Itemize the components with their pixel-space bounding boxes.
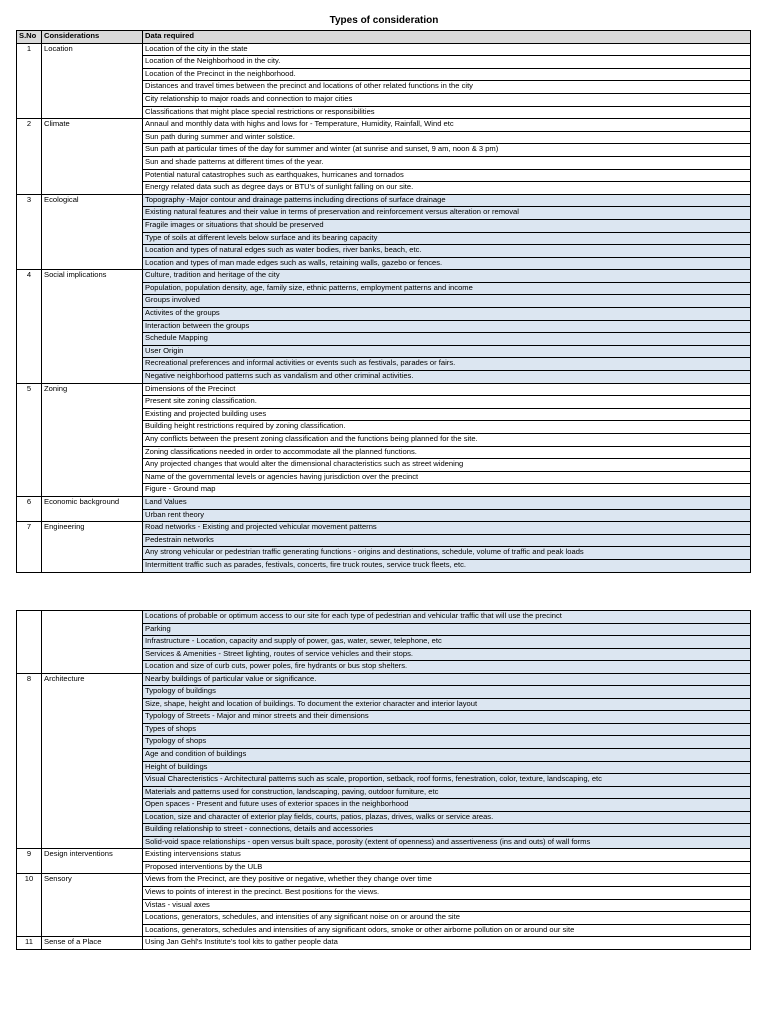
data-required-cell: Visual Charecteristics - Architectural patterns such as scale, proportion, setback, roof forms, fenestration, color, texture, landscaping, etc: [143, 774, 751, 787]
table-row: [17, 496, 751, 509]
serial-number-cell: 4: [17, 270, 42, 383]
data-required-cell: Vistas - visual axes: [143, 899, 751, 912]
data-required-cell: Present site zoning classification.: [143, 396, 751, 409]
serial-number-cell: [17, 611, 42, 674]
data-required-cell: Location and size of curb cuts, power poles, fire hydrants or bus stop shelters.: [143, 661, 751, 674]
serial-number-cell: 1: [17, 43, 42, 119]
data-required-cell: Pedestrain networks: [143, 534, 751, 547]
consideration-cell: Design interventions: [42, 849, 143, 874]
data-required-cell: Culture, tradition and heritage of the city: [143, 270, 751, 283]
data-required-cell: Annaul and monthly data with highs and lows for - Temperature, Humidity, Rainfall, Wind etc: [143, 119, 751, 132]
table-row: [17, 119, 751, 132]
serial-number-cell: 7: [17, 522, 42, 572]
data-required-cell: Typology of shops: [143, 736, 751, 749]
data-required-cell: Dimensions of the Precinct: [143, 383, 751, 396]
table-row: [17, 383, 751, 396]
data-required-cell: Age and condition of buildings: [143, 749, 751, 762]
table-row: [17, 194, 751, 207]
data-required-cell: Using Jan Gehl's Institute's tool kits to gather people data: [143, 937, 751, 950]
data-required-cell: Size, shape, height and location of buildings. To document the exterior character and interior layout: [143, 698, 751, 711]
data-required-cell: Locations, generators, schedules and intensities of any significant odors, smoke or other airborne pollution on or around our site: [143, 924, 751, 937]
page-title: Types of consideration: [329, 15, 439, 26]
data-required-cell: Location, size and character of exterior play fields, courts, patios, plazas, drives, walks or service areas.: [143, 811, 751, 824]
data-required-cell: Views from the Precinct, are they positive or negative, whether they change over time: [143, 874, 751, 887]
data-required-cell: Building relationship to street - connections, details and accessories: [143, 824, 751, 837]
data-required-cell: Sun path at particular times of the day for summer and winter (at sunrise and sunset, 9 am, noon & 3 pm): [143, 144, 751, 157]
table-row: [17, 611, 751, 624]
consideration-cell: Climate: [42, 119, 143, 195]
consideration-cell: Social implications: [42, 270, 143, 383]
table-row: [17, 43, 751, 56]
data-required-cell: Height of buildings: [143, 761, 751, 774]
consideration-cell: Architecture: [42, 673, 143, 849]
data-required-cell: Intermittent traffic such as parades, festivals, concerts, fire truck routes, service truck fleets, etc.: [143, 559, 751, 572]
consideration-cell: Sensory: [42, 874, 143, 937]
data-required-cell: Location of the city in the state: [143, 43, 751, 56]
serial-number-cell: 8: [17, 673, 42, 849]
data-required-cell: Locations of probable or optimum access to our site for each type of pedestrian and vehicular traffic that will use the precinct: [143, 611, 751, 624]
data-required-cell: Energy related data such as degree days or BTU's of sunlight falling on our site.: [143, 182, 751, 195]
data-required-cell: Building height restrictions required by zoning classification.: [143, 421, 751, 434]
data-required-cell: Recreational preferences and informal activities or events such as festivals, parades or fairs.: [143, 358, 751, 371]
data-required-cell: Any conflicts between the present zoning classification and the functions being planned for the site.: [143, 434, 751, 447]
data-required-cell: Location of the Precinct in the neighborhood.: [143, 68, 751, 81]
serial-number-cell: 2: [17, 119, 42, 195]
data-required-cell: Proposed interventions by the ULB: [143, 861, 751, 874]
data-required-cell: Infrastructure - Location, capacity and supply of power, gas, water, sewer, telephone, etc: [143, 636, 751, 649]
data-required-cell: Classifications that might place special restrictions or responsibilities: [143, 106, 751, 119]
serial-number-cell: 11: [17, 937, 42, 950]
table-row: [17, 673, 751, 686]
header-considerations: Considerations: [42, 31, 143, 44]
serial-number-cell: 9: [17, 849, 42, 874]
data-required-cell: Interaction between the groups: [143, 320, 751, 333]
data-required-cell: Fragile images or situations that should be preserved: [143, 219, 751, 232]
consideration-cell: Engineering: [42, 522, 143, 572]
data-required-cell: Zoning classifications needed in order to accommodate all the planned functions.: [143, 446, 751, 459]
data-required-cell: Negative neighborhood patterns such as vandalism and other criminal activities.: [143, 371, 751, 384]
data-required-cell: Materials and patterns used for construction, landscaping, paving, outdoor furniture, etc: [143, 786, 751, 799]
data-required-cell: Land Values: [143, 496, 751, 509]
considerations-table-part-2: [16, 610, 751, 950]
data-required-cell: Potential natural catastrophes such as earthquakes, hurricanes and tornados: [143, 169, 751, 182]
serial-number-cell: 5: [17, 383, 42, 496]
data-required-cell: Existing and projected building uses: [143, 408, 751, 421]
serial-number-cell: 10: [17, 874, 42, 937]
header-data-required: Data required: [143, 31, 751, 44]
header-sno: S.No: [17, 31, 42, 44]
data-required-cell: Type of soils at different levels below surface and its bearing capacity: [143, 232, 751, 245]
data-required-cell: Solid-void space relationships - open versus built space, porosity (extent of openness) and assertiveness (ins and outs) of wall forms: [143, 836, 751, 849]
data-required-cell: Population, population density, age, family size, ethnic patterns, employment patterns and income: [143, 282, 751, 295]
data-required-cell: City relationship to major roads and connection to major cities: [143, 93, 751, 106]
consideration-cell: Economic background: [42, 496, 143, 521]
data-required-cell: Road networks - Existing and projected vehicular movement patterns: [143, 522, 751, 535]
data-required-cell: Groups involved: [143, 295, 751, 308]
data-required-cell: Any projected changes that would alter the dimensional characteristics such as street widening: [143, 459, 751, 472]
data-required-cell: User Origin: [143, 345, 751, 358]
data-required-cell: Views to points of interest in the precinct. Best positions for the views.: [143, 887, 751, 900]
considerations-table-part-1: [16, 30, 751, 573]
table-row: [17, 522, 751, 535]
data-required-cell: Existing natural features and their value in terms of preservation and reinforcement versus alteration or removal: [143, 207, 751, 220]
data-required-cell: Parking: [143, 623, 751, 636]
data-required-cell: Typology of Streets - Major and minor streets and their dimensions: [143, 711, 751, 724]
table-row: [17, 937, 751, 950]
data-required-cell: Sun path during summer and winter solstice.: [143, 131, 751, 144]
data-required-cell: Typology of buildings: [143, 686, 751, 699]
data-required-cell: Sun and shade patterns at different times of the year.: [143, 156, 751, 169]
data-required-cell: Urban rent theory: [143, 509, 751, 522]
consideration-cell: Sense of a Place: [42, 937, 143, 950]
consideration-cell: Ecological: [42, 194, 143, 270]
data-required-cell: Distances and travel times between the precinct and locations of other related functions in the city: [143, 81, 751, 94]
data-required-cell: Services & Amenities - Street lighting, routes of service vehicles and their stops.: [143, 648, 751, 661]
consideration-cell: Zoning: [42, 383, 143, 496]
data-required-cell: Nearby buildings of particular value or significance.: [143, 673, 751, 686]
consideration-cell: [42, 611, 143, 674]
table-row: [17, 874, 751, 887]
data-required-cell: Schedule Mapping: [143, 333, 751, 346]
serial-number-cell: 6: [17, 496, 42, 521]
data-required-cell: Figure - Ground map: [143, 484, 751, 497]
table-row: [17, 270, 751, 283]
data-required-cell: Locations, generators, schedules, and intensities of any significant noise on or around the site: [143, 912, 751, 925]
data-required-cell: Location and types of natural edges such as water bodies, river banks, beach, etc.: [143, 245, 751, 258]
data-required-cell: Topography -Major contour and drainage patterns including directions of surface drainage: [143, 194, 751, 207]
consideration-cell: Location: [42, 43, 143, 119]
data-required-cell: Open spaces - Present and future uses of exterior spaces in the neighborhood: [143, 799, 751, 812]
data-required-cell: Any strong vehicular or pedestrian traffic generating functions - origins and destinations, schedule, volume of traffic and peak loads: [143, 547, 751, 560]
data-required-cell: Location of the Neighborhood in the city.: [143, 56, 751, 69]
data-required-cell: Location and types of man made edges such as walls, retaining walls, gazebo or fences.: [143, 257, 751, 270]
table-row: [17, 849, 751, 862]
data-required-cell: Name of the governmental levels or agencies having jurisdiction over the precinct: [143, 471, 751, 484]
serial-number-cell: 3: [17, 194, 42, 270]
data-required-cell: Existing intervensions status: [143, 849, 751, 862]
data-required-cell: Activites of the groups: [143, 308, 751, 321]
table-header-row: [17, 31, 751, 44]
data-required-cell: Types of shops: [143, 723, 751, 736]
